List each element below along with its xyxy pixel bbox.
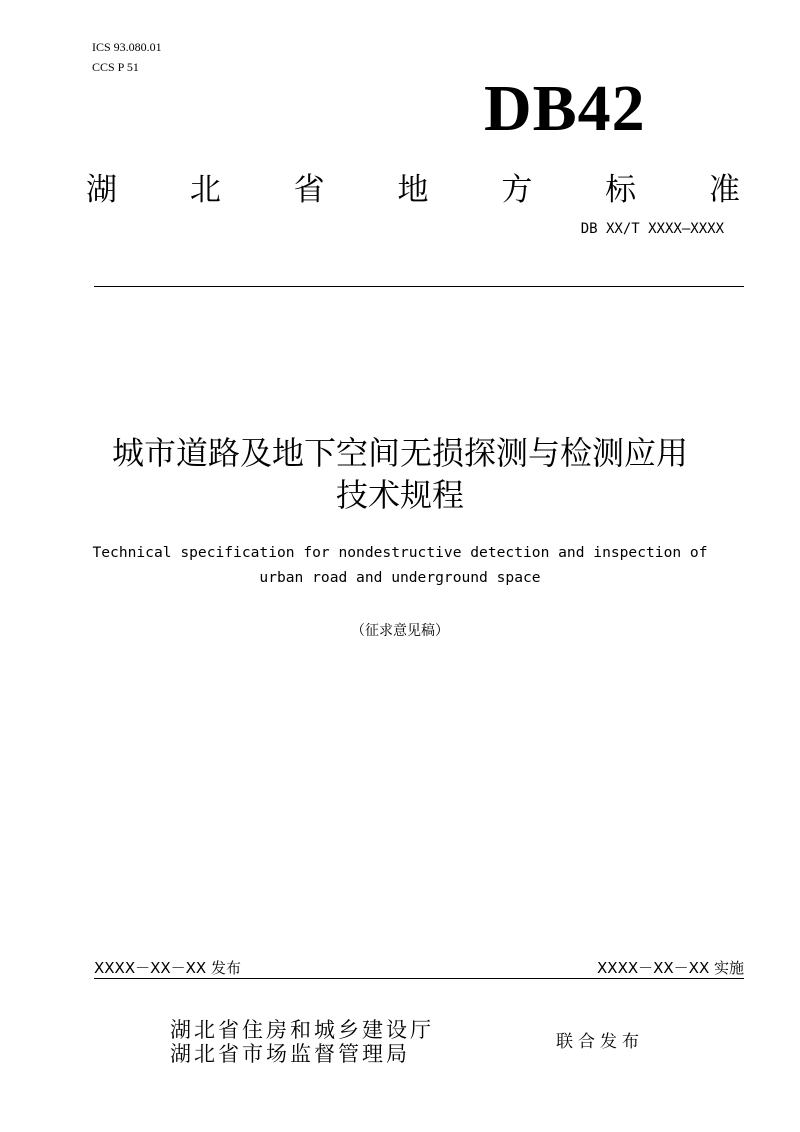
- draft-note: （征求意见稿）: [351, 624, 449, 639]
- document-title-en: [60, 540, 740, 590]
- implement-date: XXXX－XX－XX 实施: [597, 959, 744, 977]
- ics-code: ICS 93.080.01: [92, 40, 162, 54]
- divider-top: [94, 286, 744, 287]
- title-en-line: Technical specification for nondestructive detection and inspection of: [92, 544, 708, 561]
- standard-type-char: 地: [397, 172, 429, 208]
- standard-number: DB XX/T XXXX—XXXX: [580, 221, 724, 237]
- title-cn-line: 技术规程: [335, 476, 464, 514]
- standard-type-char: 省: [293, 172, 325, 208]
- standard-type-char: 方: [501, 172, 533, 208]
- standard-type-char: 标: [605, 172, 637, 208]
- standard-code-logo: DB42: [484, 72, 646, 145]
- publish-date: XXXX－XX－XX 发布: [94, 959, 241, 977]
- standard-type-char: 北: [189, 172, 221, 208]
- document-title-cn: [60, 432, 740, 516]
- joint-issue-label: 联合发布: [556, 1032, 644, 1052]
- title-en-line: urban road and underground space: [259, 569, 541, 586]
- standard-type-heading: [86, 164, 740, 209]
- divider-bottom: [94, 978, 744, 979]
- ccs-code: CCS P 51: [92, 60, 139, 74]
- issuer-market-regulation: 湖北省市场监督管理局: [170, 1042, 410, 1066]
- standard-type-char: 准: [708, 172, 740, 208]
- issuer-housing-dept: 湖北省住房和城乡建设厅: [170, 1018, 434, 1042]
- title-cn-line: 城市道路及地下空间无损探测与检测应用: [111, 434, 688, 472]
- standard-type-char: 湖: [86, 172, 117, 208]
